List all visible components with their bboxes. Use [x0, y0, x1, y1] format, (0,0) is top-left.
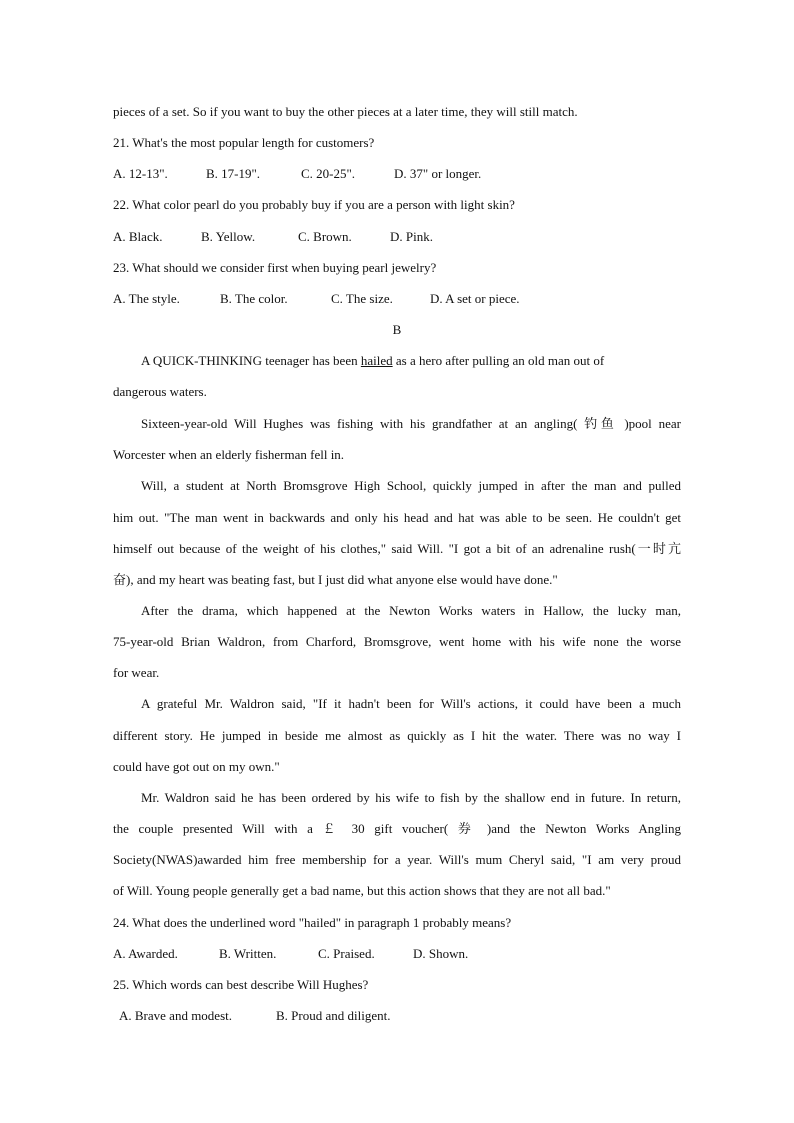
- question-23: 23. What should we consider first when buying pearl jewelry?: [113, 260, 437, 275]
- paragraph-6-line-4: of Will. Young people generally get a bad name, but this action shows that they are not all bad.": [113, 883, 611, 898]
- paragraph-2-line-1: Sixteen-year-old Will Hughes was fishing with his grandfather at an angling( 钓鱼 )pool near: [141, 416, 681, 431]
- paragraph-4-line-1: After the drama, which happened at the Newton Works waters in Hallow, the lucky man,: [141, 603, 681, 618]
- paragraph-3-line-2: him out. "The man went in backwards and only his head and hat was able to be seen. He couldn't get: [113, 510, 681, 525]
- option-a: A. Awarded.: [113, 946, 178, 961]
- option-a: A. Black.: [113, 229, 163, 244]
- paragraph-3-line-1: Will, a student at North Bromsgrove High School, quickly jumped in after the man and pulled: [141, 478, 681, 493]
- paragraph-1-line-1: A QUICK-THINKING teenager has been hailed as a hero after pulling an old man out of: [141, 353, 605, 368]
- question-25: 25. Which words can best describe Will Hughes?: [113, 977, 369, 992]
- paragraph-4-line-3: for wear.: [113, 665, 160, 680]
- option-d: D. Pink.: [390, 229, 433, 244]
- paragraph-5-line-1: A grateful Mr. Waldron said, "If it hadn't been for Will's actions, it could have been a much: [141, 696, 681, 711]
- section-heading: B: [392, 322, 402, 337]
- underlined-word: hailed: [360, 353, 393, 368]
- option-a: A. Brave and modest.: [119, 1008, 233, 1023]
- option-c: C. The size.: [331, 291, 393, 306]
- paragraph-2-line-2: Worcester when an elderly fisherman fell in.: [113, 447, 345, 462]
- paragraph-3-line-4: 奋), and my heart was beating fast, but I just did what anyone else would have done.": [113, 572, 558, 587]
- paragraph-6-line-3: Society(NWAS)awarded him free membership for a year. Will's mum Cheryl said, "I am very proud: [113, 852, 681, 867]
- option-d: D. A set or piece.: [430, 291, 520, 306]
- option-b: B. Proud and diligent.: [276, 1008, 391, 1023]
- paragraph-1-line-2: dangerous waters.: [113, 384, 207, 399]
- paragraph-5-line-2: different story. He jumped in beside me almost as quickly as I hit the water. There was no way I: [113, 728, 681, 743]
- question-22: 22. What color pearl do you probably buy if you are a person with light skin?: [113, 197, 515, 212]
- option-a: A. The style.: [113, 291, 180, 306]
- continued-text: pieces of a set. So if you want to buy the other pieces at a later time, they will still match.: [113, 104, 578, 119]
- option-c: C. Praised.: [318, 946, 375, 961]
- option-a: A. 12-13".: [113, 166, 168, 181]
- paragraph-6-line-1: Mr. Waldron said he has been ordered by his wife to fish by the shallow end in future. In return,: [141, 790, 681, 805]
- paragraph-5-line-3: could have got out on my own.": [113, 759, 280, 774]
- option-b: B. The color.: [220, 291, 288, 306]
- option-c: C. 20-25".: [301, 166, 356, 181]
- option-b: B. Written.: [219, 946, 277, 961]
- paragraph-4-line-2: 75-year-old Brian Waldron, from Charford, Bromsgrove, went home with his wife none the worse: [113, 634, 681, 649]
- paragraph-3-line-3: himself out because of the weight of his clothes," said Will. "I got a bit of an adrenaline rush(一时亢: [113, 541, 681, 556]
- question-21: 21. What's the most popular length for customers?: [113, 135, 375, 150]
- option-d: D. 37" or longer.: [394, 166, 482, 181]
- question-24: 24. What does the underlined word "hailed" in paragraph 1 probably means?: [113, 915, 512, 930]
- option-d: D. Shown.: [413, 946, 469, 961]
- paragraph-6-line-2: the couple presented Will with a ￡ 30 gift voucher( 券 )and the Newton Works Angling: [113, 821, 681, 836]
- option-c: C. Brown.: [298, 229, 352, 244]
- option-b: B. Yellow.: [201, 229, 256, 244]
- option-b: B. 17-19".: [206, 166, 261, 181]
